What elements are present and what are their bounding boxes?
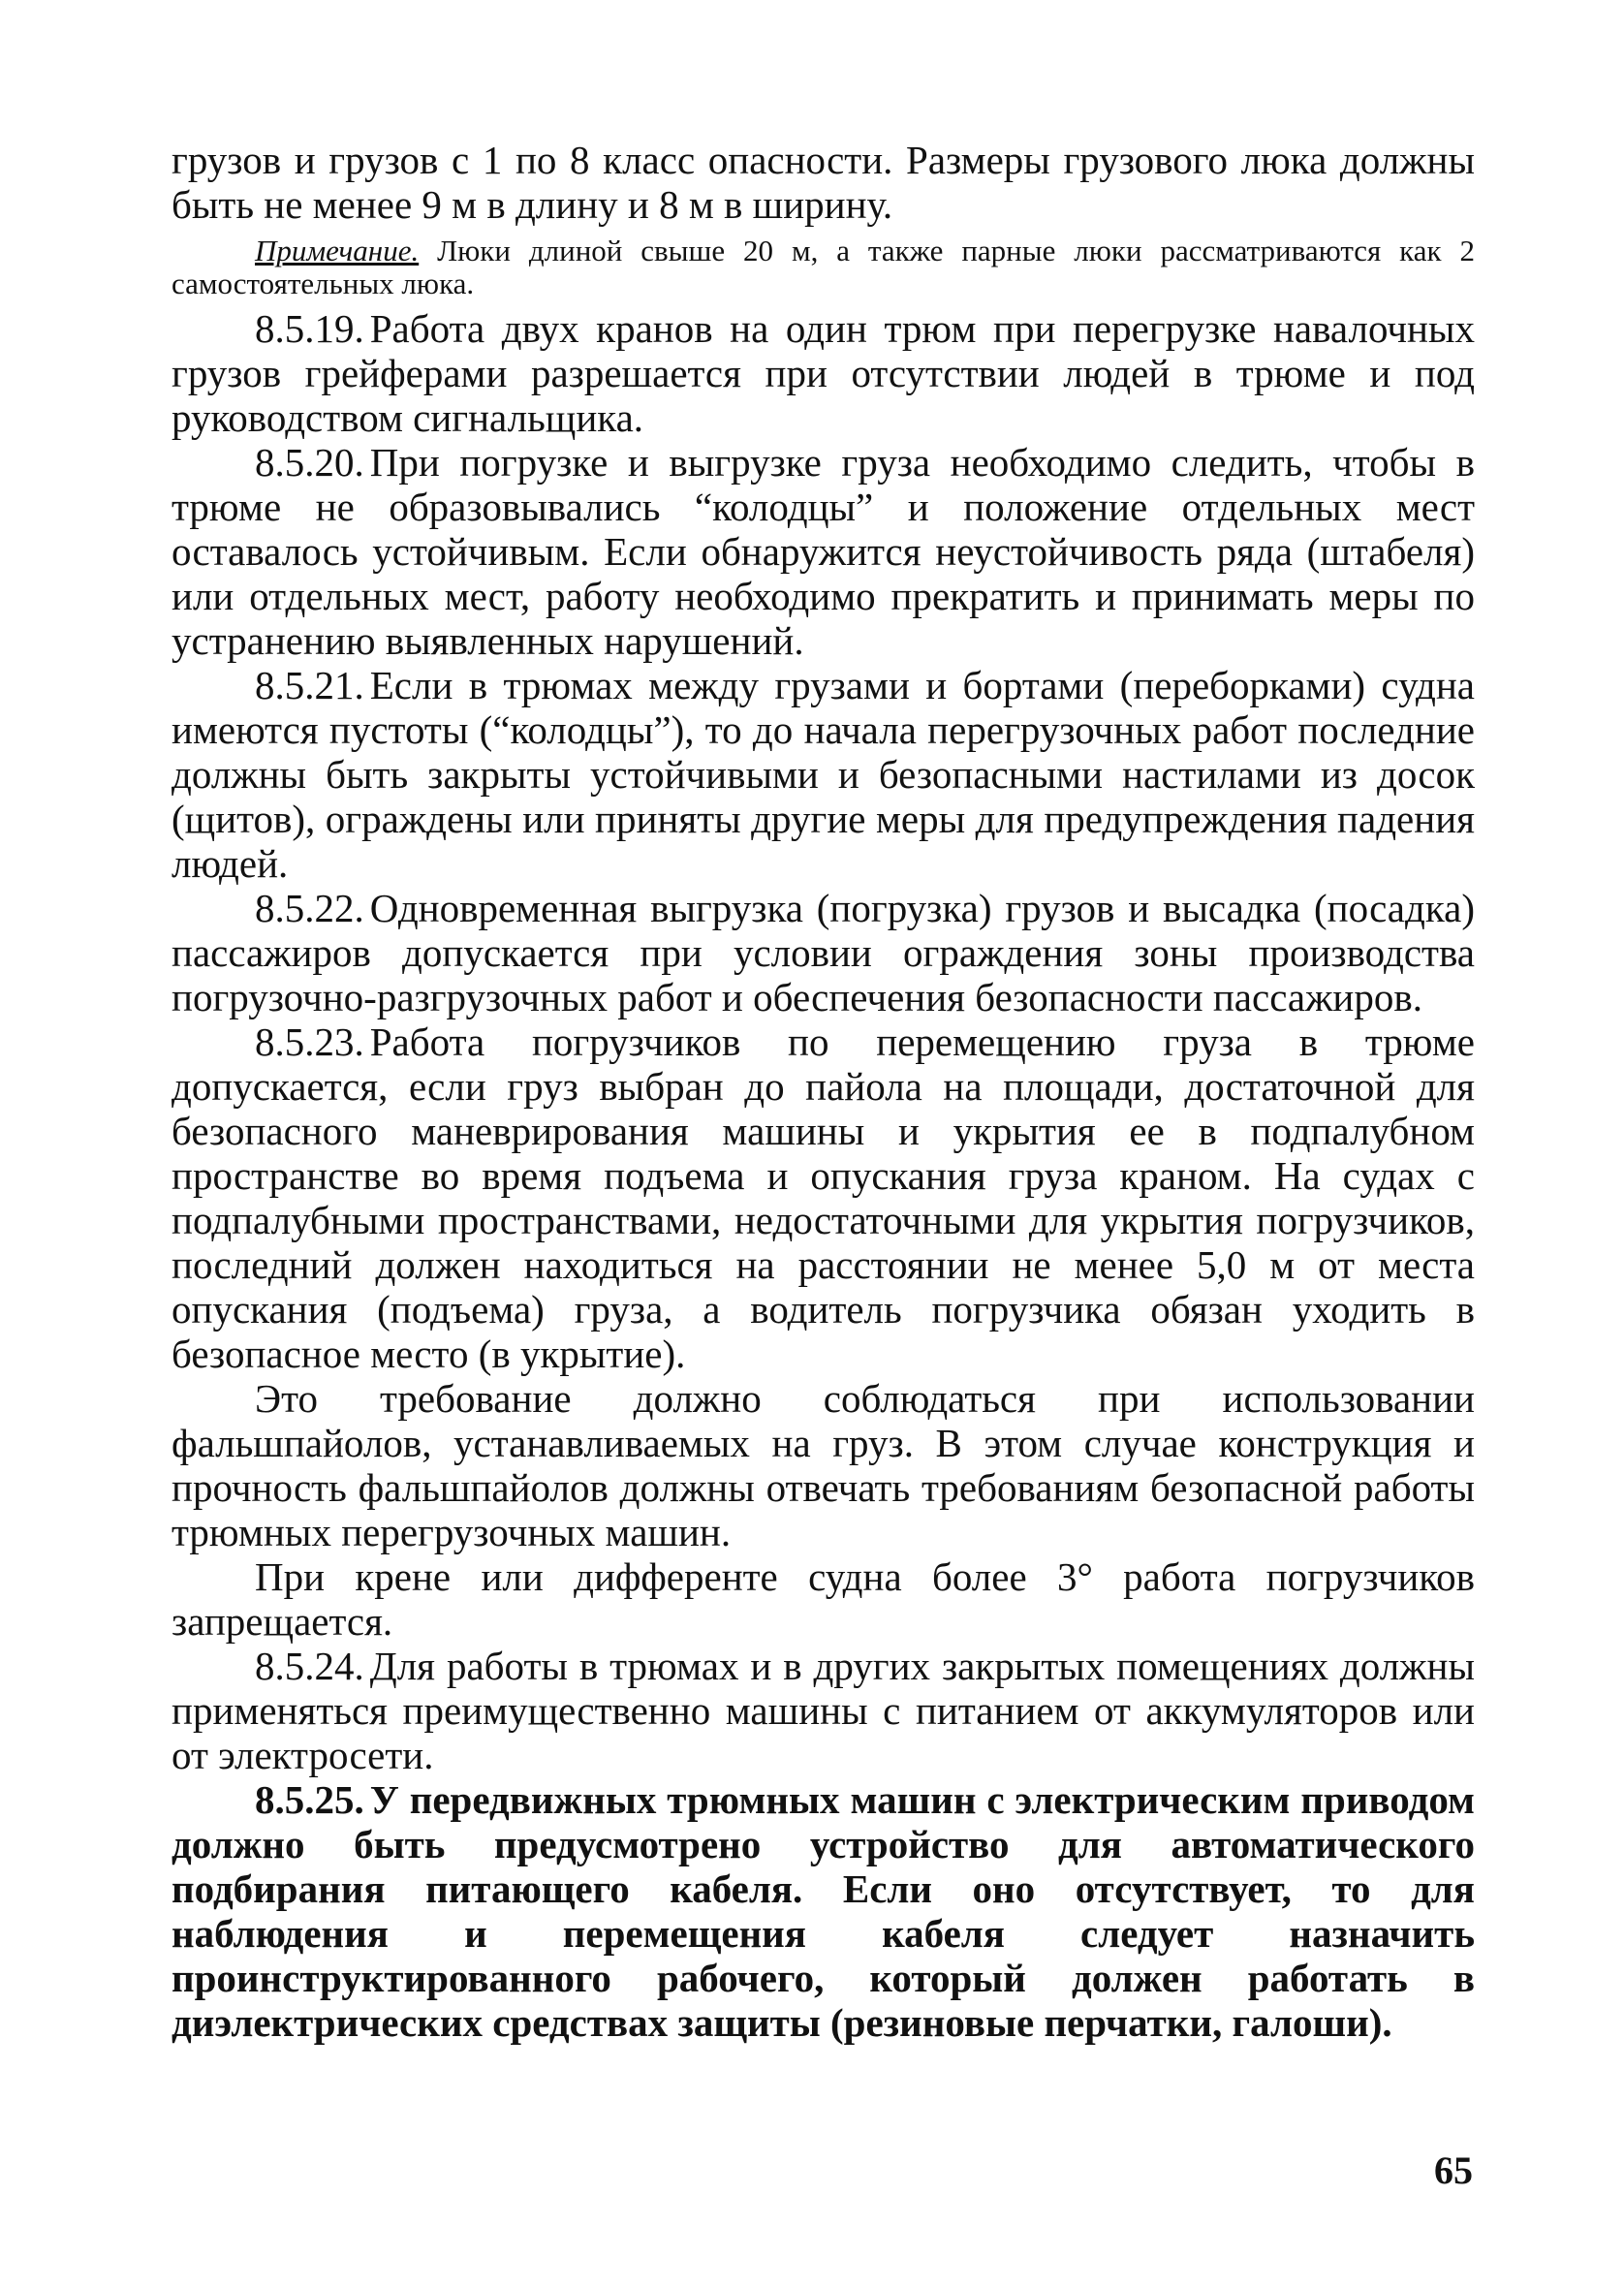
clause-text: У передвижных трюмных машин с электрическим приводом должно быть предусмотрено устройство для автоматического подбирания питающего кабеля. Если оно отсутствует, то для наблюдения и перемещения кабеля следует назначить проинструктированного рабочего, который должен работать в диэлектрических средствах защиты (резиновые перчатки, галоши). bbox=[172, 1777, 1475, 2045]
paragraph-8-5-20 bbox=[172, 440, 1475, 663]
clause-number: 8.5.24. bbox=[255, 1644, 364, 1688]
paragraph-intro-text: грузов и грузов с 1 по 8 класс опасности. Размеры грузового люка должны быть не менее 9 м в длину и 8 м в ширину. bbox=[172, 138, 1475, 227]
paragraph-8-5-25 bbox=[172, 1777, 1475, 2045]
page-number: 65 bbox=[1434, 2148, 1473, 2192]
clause-number: 8.5.22. bbox=[255, 886, 364, 930]
paragraph-heel-text: При крене или дифференте судна более 3° работа погрузчиков запрещается. bbox=[172, 1554, 1475, 1644]
paragraph-requirement-text: Это требование должно соблюдаться при использовании фальшпайолов, устанавливаемых на груз. В этом случае конструкция и прочность фальшпайолов должны отвечать требованиям безопасной работы трюмных перегрузочных машин. bbox=[172, 1376, 1475, 1554]
paragraph-intro bbox=[172, 138, 1475, 227]
clause-number: 8.5.25. bbox=[255, 1777, 364, 1822]
paragraph-8-5-24 bbox=[172, 1644, 1475, 1777]
clause-number: 8.5.20. bbox=[255, 440, 364, 485]
clause-number: 8.5.23. bbox=[255, 1019, 364, 1064]
paragraph-8-5-23 bbox=[172, 1019, 1475, 1376]
clause-text: Одновременная выгрузка (погрузка) грузов и высадка (посадка) пассажиров допускается при условии ограждения зоны производства погрузочно-разгрузочных работ и обеспечения безопасности пассажиров. bbox=[172, 886, 1475, 1019]
clause-text: При погрузке и выгрузке груза необходимо следить, чтобы в трюме не образовывались “колодцы” и положение отдельных мест оставалось устойчивым. Если обнаружится неустойчивость ряда (штабеля) или отдельных мест, работу необходимо прекратить и принимать меры по устранению выявленных нарушений. bbox=[172, 440, 1475, 663]
note-text: Люки длиной свыше 20 м, а также парные люки рассматриваются как 2 самостоятельных люка. bbox=[172, 234, 1476, 300]
clause-number: 8.5.19. bbox=[255, 306, 364, 351]
clause-number: 8.5.21. bbox=[255, 663, 364, 707]
paragraph-requirement bbox=[172, 1376, 1475, 1554]
paragraph-8-5-21 bbox=[172, 663, 1475, 886]
paragraph-heel bbox=[172, 1554, 1475, 1644]
clause-text: Для работы в трюмах и в других закрытых помещениях должны применяться преимущественно машины с питанием от аккумуляторов или от электросети. bbox=[172, 1644, 1475, 1777]
paragraph-8-5-22 bbox=[172, 886, 1475, 1019]
document-page bbox=[172, 138, 1475, 2045]
clause-text: Если в трюмах между грузами и бортами (переборками) судна имеются пустоты (“колодцы”), то до начала перегрузочных работ последние должны быть закрыты устойчивыми и безопасными настилами из досок (щитов), ограждены или приняты другие меры для предупреждения падения людей. bbox=[172, 663, 1475, 886]
paragraph-8-5-19 bbox=[172, 306, 1475, 440]
clause-text: Работа двух кранов на один трюм при перегрузке навалочных грузов грейферами разрешается при отсутствии людей в трюме и под руководством сигнальщика. bbox=[172, 306, 1475, 440]
note bbox=[172, 235, 1475, 300]
note-label: Примечание. bbox=[255, 234, 420, 267]
clause-text: Работа погрузчиков по перемещению груза в трюме допускается, если груз выбран до пайола на площади, достаточной для безопасного маневрирования машины и укрытия ее в подпалубном пространстве во время подъема и опускания груза краном. На судах с подпалубными пространствами, недостаточными для укрытия погрузчиков, последний должен находиться на расстоянии не менее 5,0 м от места опускания (подъема) груза, а водитель погрузчика обязан уходить в безопасное место (в укрытие). bbox=[172, 1019, 1475, 1376]
